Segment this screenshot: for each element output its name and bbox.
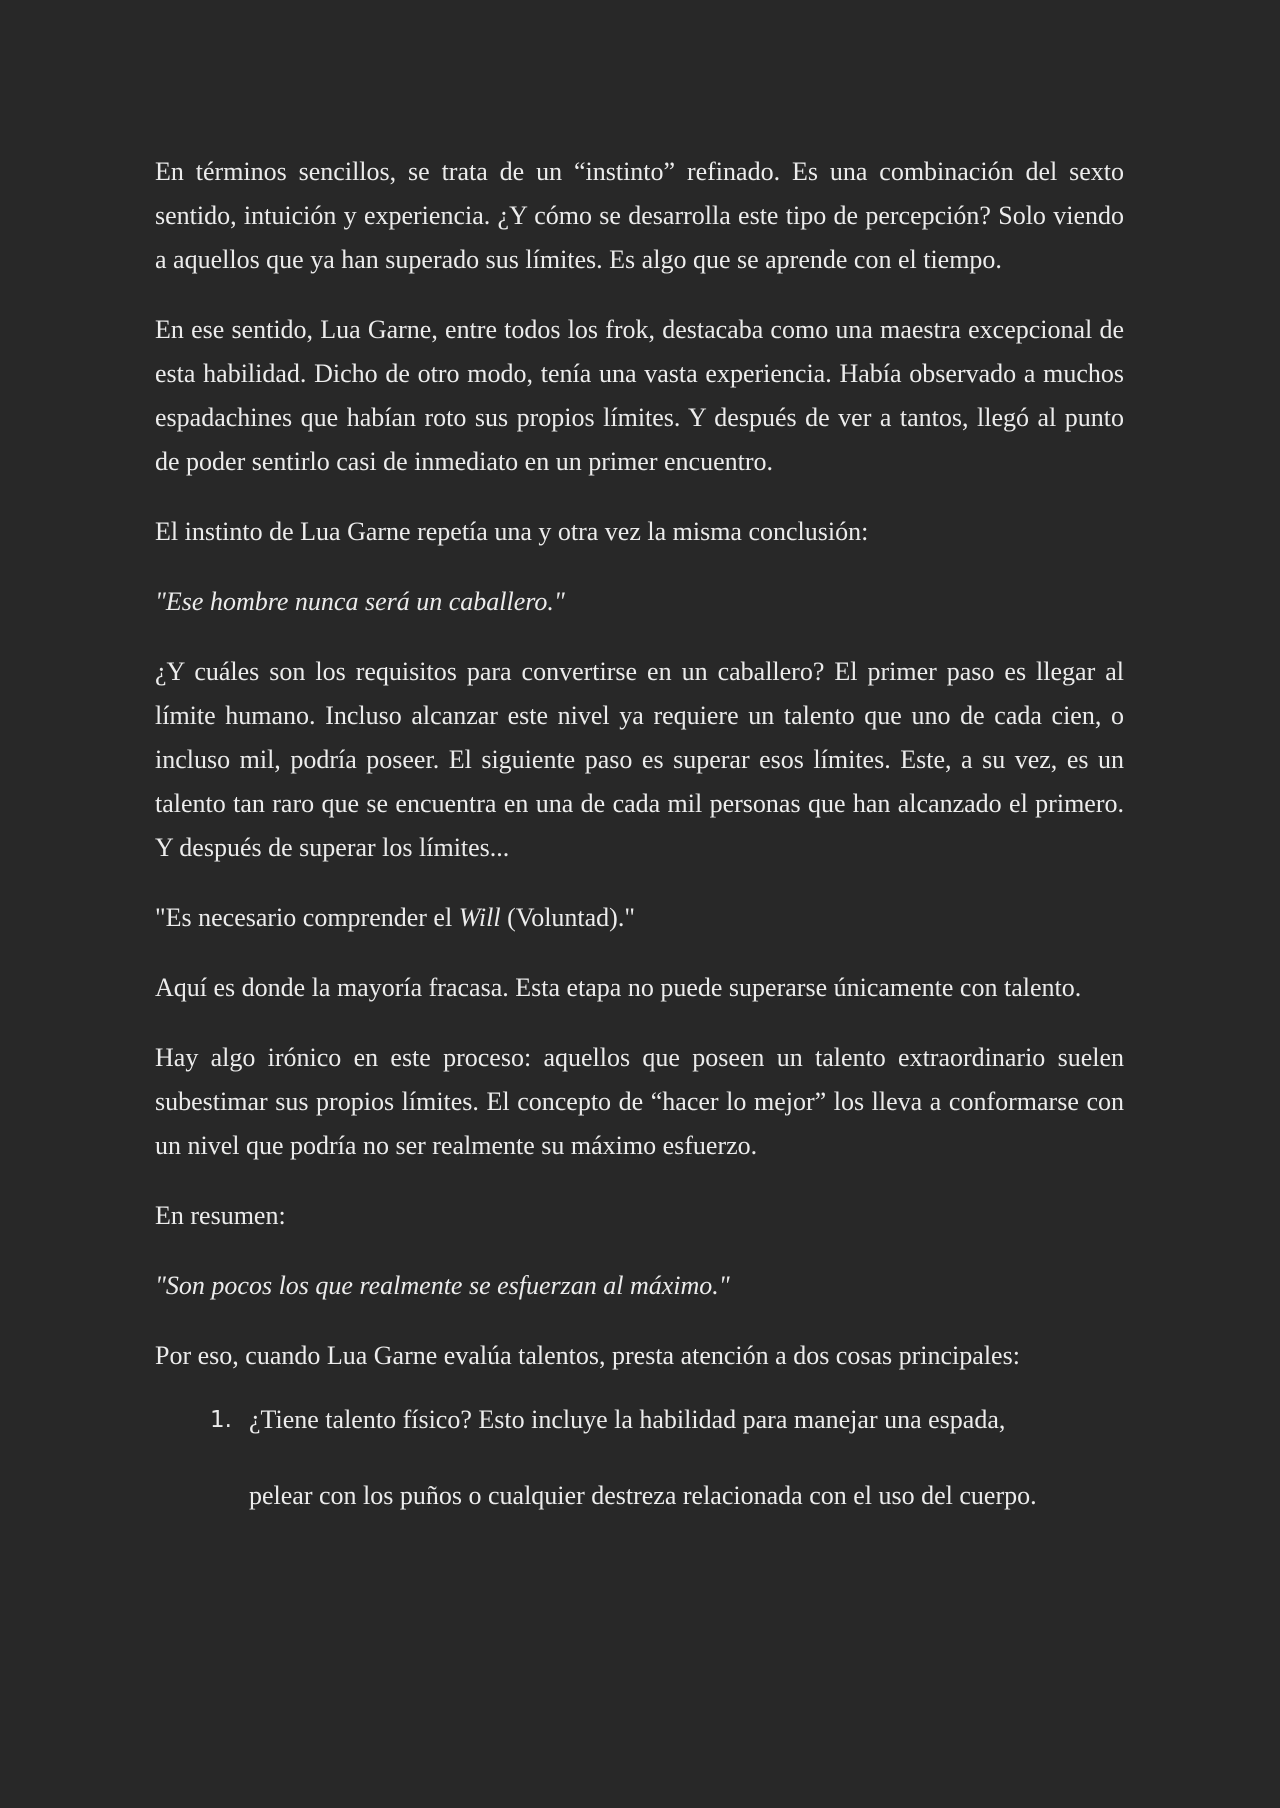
quote-few-effort: "Son pocos los que realmente se esfuerzan al máximo." [155,1271,730,1300]
paragraph-two-things: Por eso, cuando Lua Garne evalúa talentos, presta atención a dos cosas principales: [155,1341,1020,1370]
paragraph-majority-fails: Aquí es donde la mayoría fracasa. Esta etapa no puede superarse únicamente con talento. [155,973,1082,1002]
criteria-list [155,1398,1124,1518]
quote-will-italic: Will [458,903,501,932]
document-body [155,150,1124,1518]
paragraph-instinct: En términos sencillos, se trata de un “instinto” refinado. Es una combinación del sexto sentido, intuición y experiencia. ¿Y cómo se desarrolla este tipo de percepción? Solo viendo a aquellos que ya han superado sus límites. Es algo que se aprende con el tiempo. [155,157,1124,274]
list-marker: 1. [210,1407,232,1433]
quote-will [155,896,1124,940]
quote-will-before: "Es necesario comprender el [155,903,459,932]
list-item [155,1398,1124,1518]
paragraph-lua-garne-master: En ese sentido, Lua Garne, entre todos los frok, destacaba como una maestra excepcional de esta habilidad. Dicho de otro modo, tenía una vasta experiencia. Había observado a muchos espadachines que habían roto sus propios límites. Y después de ver a tantos, llegó al punto de poder sentirlo casi de inmediato en un primer encuentro. [155,315,1124,476]
quote-never-knight: "Ese hombre nunca será un caballero." [155,587,565,616]
paragraph-summary-label: En resumen: [155,1201,286,1230]
paragraph-knight-requirements: ¿Y cuáles son los requisitos para convertirse en un caballero? El primer paso es llegar al límite humano. Incluso alcanzar este nivel ya requiere un talento que uno de cada cien, o incluso mil, podría poseer. El siguiente paso es superar esos límites. Este, a su vez, es un talento tan raro que se encuentra en una de cada mil personas que han alcanzado el primero. Y después de superar los límites... [155,657,1124,862]
paragraph-irony: Hay algo irónico en este proceso: aquellos que poseen un talento extraordinario suelen subestimar sus propios límites. El concepto de “hacer lo mejor” los lleva a conformarse con un nivel que podría no ser realmente su máximo esfuerzo. [155,1043,1124,1160]
paragraph-conclusion-intro: El instinto de Lua Garne repetía una y otra vez la misma conclusión: [155,517,869,546]
list-item-line-2: pelear con los puños o cualquier destreza relacionada con el uso del cuerpo. [249,1481,1037,1510]
list-item-line-1: ¿Tiene talento físico? Esto incluye la habilidad para manejar una espada, [249,1405,1006,1434]
quote-will-after: (Voluntad)." [500,903,635,932]
